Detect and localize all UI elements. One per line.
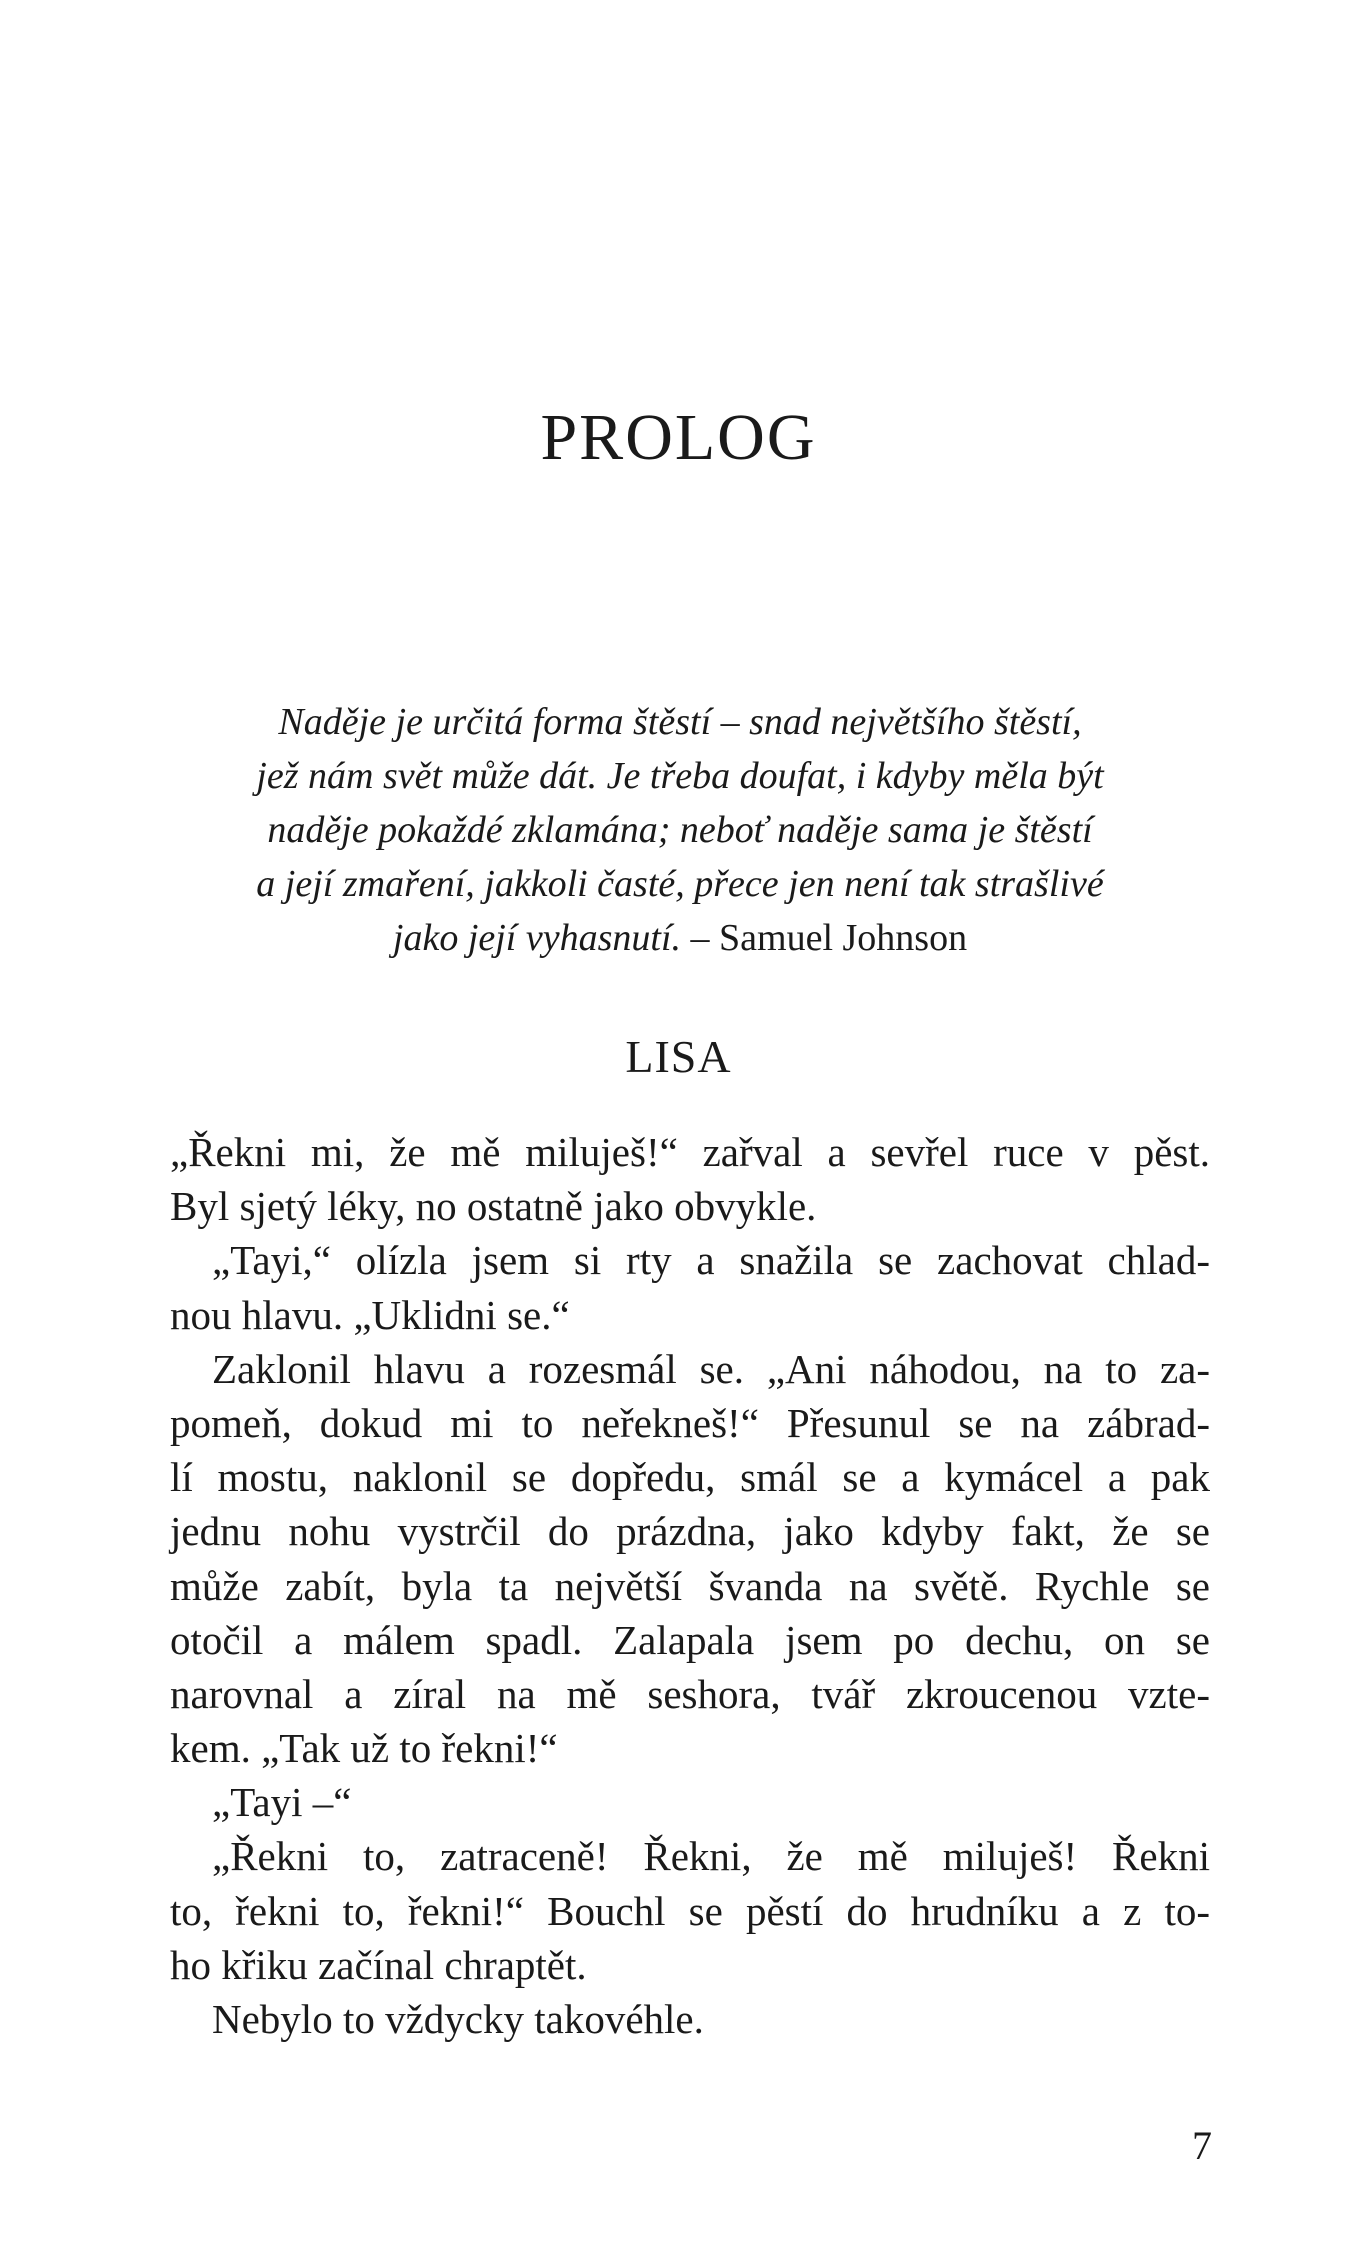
body-text: [170, 1125, 1210, 2046]
body-line: „Řekni mi, že mě miluješ!“ zařval a sevřel ruce v pěst.: [170, 1129, 1210, 1175]
body-line: otočil a málem spadl. Zalapala jsem po dechu, on se: [170, 1616, 1210, 1663]
body-line: Nebylo to vždycky takovéhle.: [212, 1996, 704, 2042]
page-number: 7: [1192, 2123, 1212, 2168]
body-line: „Tayi –“: [212, 1779, 352, 1826]
body-line: ho křiku začínal chraptět.: [170, 1941, 587, 1988]
body-line: jednu nohu vystrčil do prázdna, jako kdyby fakt, že se: [170, 1508, 1210, 1555]
body-line: kem. „Tak už to řekni!“: [170, 1725, 558, 1772]
epigraph-line: jako její vyhasnutí.: [392, 917, 682, 959]
epigraph-last-line: [180, 911, 1180, 965]
body-line: nou hlavu. „Uklidni se.“: [170, 1291, 570, 1338]
epigraph: [180, 695, 1180, 965]
body-line: lí mostu, naklonil se dopředu, smál se a kymácel a pak: [170, 1454, 1210, 1501]
epigraph-attribution: – Samuel Johnson: [690, 917, 968, 959]
epigraph-line: Naděje je určitá forma štěstí – snad největšího štěstí,: [278, 701, 1082, 743]
chapter-title: PROLOG: [540, 401, 817, 474]
body-line: narovnal a zíral na mě seshora, tvář zkroucenou vzte-: [170, 1670, 1210, 1717]
body-line: Zaklonil hlavu a rozesmál se. „Ani náhodou, na to za-: [212, 1345, 1210, 1392]
body-line: to, řekni to, řekni!“ Bouchl se pěstí do hrudníku a z to-: [170, 1887, 1210, 1934]
epigraph-line: naděje pokaždé zklamána; neboť naděje sama je štěstí: [267, 809, 1093, 851]
body-line: může zabít, byla ta největší švanda na světě. Rychle se: [170, 1562, 1210, 1609]
body-line: pomeň, dokud mi to neřekneš!“ Přesunul se na zábrad-: [170, 1399, 1210, 1446]
section-heading: LISA: [625, 1031, 732, 1082]
body-line: „Tayi,“ olízla jsem si rty a snažila se zachovat chlad-: [212, 1237, 1210, 1284]
epigraph-line: a její zmaření, jakkoli časté, přece jen není tak strašlivé: [256, 863, 1104, 905]
body-line: „Řekni to, zatraceně! Řekni, že mě miluješ! Řekni: [212, 1833, 1210, 1880]
epigraph-line: jež nám svět může dát. Je třeba doufat, i kdyby měla být: [256, 755, 1104, 797]
body-line: Byl sjetý léky, no ostatně jako obvykle.: [170, 1183, 817, 1230]
